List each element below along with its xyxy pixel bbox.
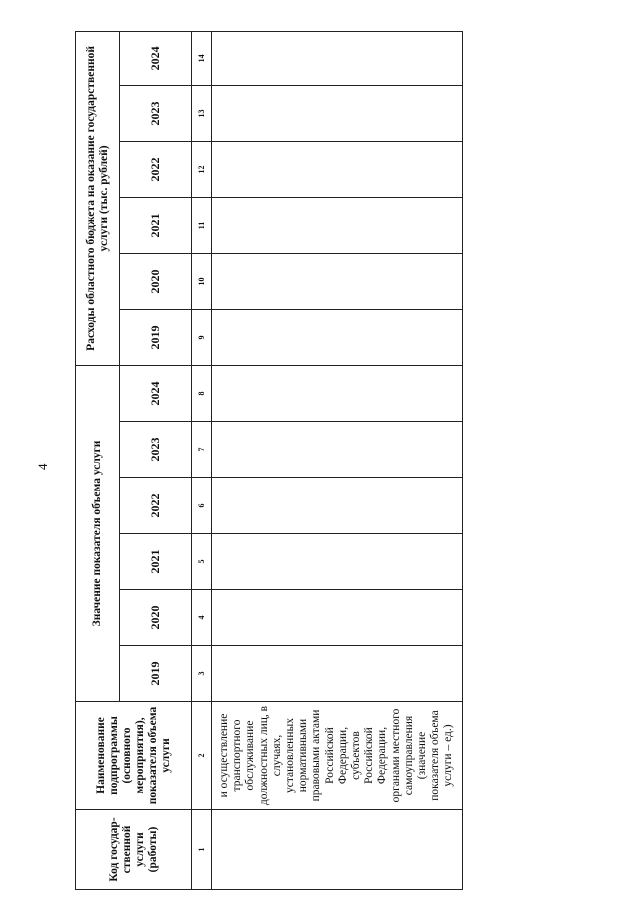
- column-number: 12: [192, 141, 212, 197]
- column-number: 10: [192, 253, 212, 309]
- column-number: 1: [192, 810, 212, 890]
- header-code: Код государ-ственной услуги (работы): [76, 810, 192, 890]
- column-number: 2: [192, 702, 212, 810]
- row-name-cell: и осуществление транспортного обслуживание должностных лиц, в случаях, установленных нормативными правовыми актами Российской Федерации, субъектов Российской Федерации, органами местного самоуправления (значение показателя объема услуги – ед.): [212, 702, 463, 810]
- header-name: Наименование подпрограммы (основного мероприятия), показателя объема услуги: [76, 702, 192, 810]
- column-number: 8: [192, 365, 212, 421]
- year-header-expense: 2020: [120, 253, 192, 309]
- budget-table: [75, 31, 463, 890]
- column-number: 14: [192, 31, 212, 85]
- header-volume-group: Значение показателя объема услуги: [76, 365, 120, 701]
- expense-value-cell: [212, 31, 463, 85]
- year-header-volume: 2024: [120, 365, 192, 421]
- year-header-volume: 2019: [120, 646, 192, 702]
- column-number: 7: [192, 422, 212, 478]
- expense-value-cell: [212, 85, 463, 141]
- volume-value-cell: [212, 422, 463, 478]
- year-header-volume: 2020: [120, 590, 192, 646]
- header-expense-group: Расходы областного бюджета на оказание государственной услуги (тыс. рублей): [76, 31, 120, 365]
- expense-value-cell: [212, 197, 463, 253]
- column-number: 11: [192, 197, 212, 253]
- column-number: 4: [192, 590, 212, 646]
- row-code-cell: [212, 810, 463, 890]
- year-header-expense: 2024: [120, 31, 192, 85]
- budget-table-wrapper: [75, 32, 455, 890]
- expense-value-cell: [212, 253, 463, 309]
- page-number: 4: [35, 463, 50, 470]
- column-number: 6: [192, 478, 212, 534]
- year-header-expense: 2021: [120, 197, 192, 253]
- volume-value-cell: [212, 478, 463, 534]
- expense-value-cell: [212, 141, 463, 197]
- column-number: 5: [192, 534, 212, 590]
- year-header-expense: 2023: [120, 85, 192, 141]
- column-number: 3: [192, 646, 212, 702]
- year-header-expense: 2022: [120, 141, 192, 197]
- column-number: 9: [192, 309, 212, 365]
- volume-value-cell: [212, 534, 463, 590]
- year-header-volume: 2023: [120, 422, 192, 478]
- volume-value-cell: [212, 365, 463, 421]
- year-header-expense: 2019: [120, 309, 192, 365]
- column-number: 13: [192, 85, 212, 141]
- year-header-volume: 2021: [120, 534, 192, 590]
- year-header-volume: 2022: [120, 478, 192, 534]
- volume-value-cell: [212, 590, 463, 646]
- expense-value-cell: [212, 309, 463, 365]
- volume-value-cell: [212, 646, 463, 702]
